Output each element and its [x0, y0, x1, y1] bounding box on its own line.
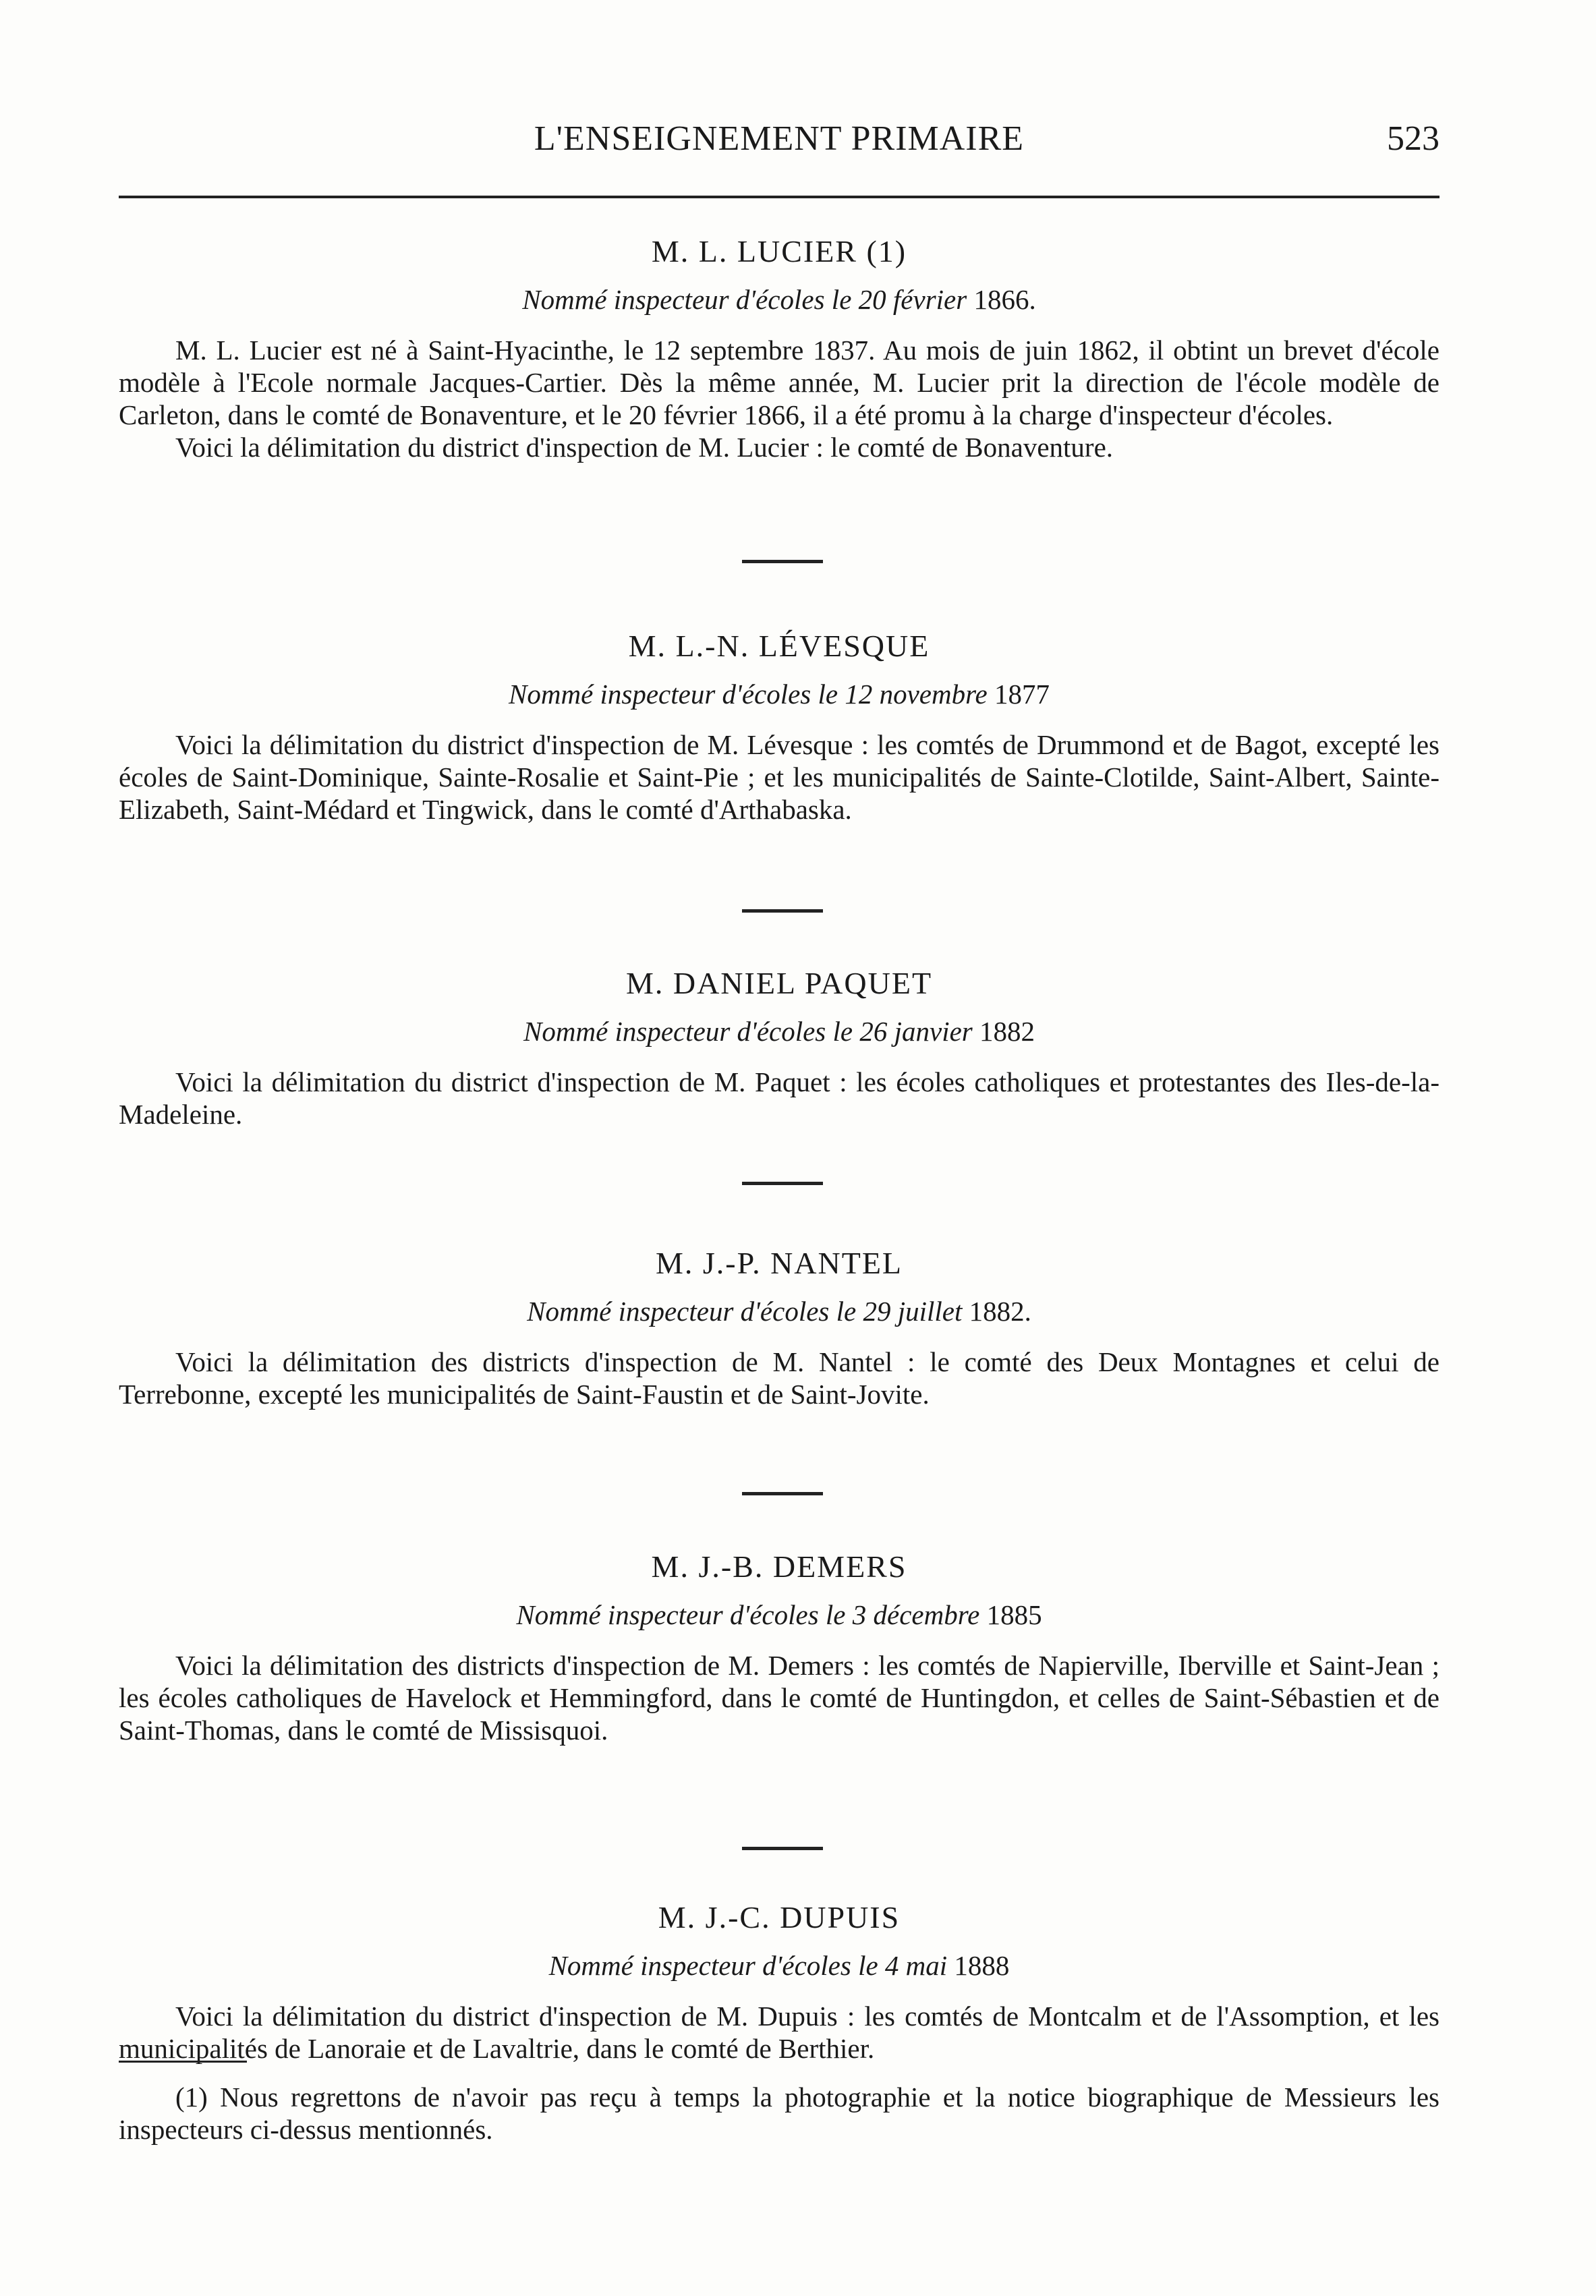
entry-body [119, 2000, 1440, 2065]
entry-body [119, 1649, 1440, 1746]
entry-paquet [119, 965, 1440, 1130]
section-separator [742, 1182, 823, 1185]
entry-name: M. L. LUCIER (1) [651, 234, 907, 268]
appointment-year: 1866. [967, 284, 1036, 315]
appointment-month: juillet [897, 1296, 963, 1327]
entry-name: M. J.-B. DEMERS [651, 1549, 907, 1584]
appointment-prefix: Nommé inspecteur d'écoles le 20 [522, 284, 893, 315]
appointment-prefix: Nommé inspecteur d'écoles le 29 [527, 1296, 898, 1327]
entry-body [119, 1066, 1440, 1130]
entry-name: M. J.-C. DUPUIS [658, 1900, 901, 1934]
appointment-month: mai [905, 1950, 948, 1981]
paragraph: Voici la délimitation du district d'inspection de M. Paquet : les écoles catholiques et protestantes des Iles-de-la-Madeleine. [119, 1066, 1440, 1130]
entry-name: M. L.-N. LÉVESQUE [628, 629, 930, 663]
appointment-year: 1882 [972, 1016, 1035, 1047]
footnote: (1) Nous regrettons de n'avoir pas reçu à temps la photographie et la notice biographique de Messieurs les inspecteurs ci-dessus mentionnés. [119, 2082, 1440, 2145]
section-separator [742, 1492, 823, 1495]
entry-appointment [119, 283, 1440, 316]
appointment-prefix: Nommé inspecteur d'écoles le 4 [548, 1950, 906, 1981]
entry-demers [119, 1548, 1440, 1746]
entry-body [119, 1346, 1440, 1410]
entry-body [119, 334, 1440, 463]
footnote-rule [119, 2061, 247, 2063]
appointment-prefix: Nommé inspecteur d'écoles le 3 [516, 1599, 874, 1630]
appointment-prefix: Nommé inspecteur d'écoles le 12 [509, 679, 880, 710]
running-title: L'ENSEIGNEMENT PRIMAIRE [534, 119, 1025, 158]
entry-appointment [119, 1014, 1440, 1048]
entry-appointment [119, 1598, 1440, 1632]
section-separator [742, 1847, 823, 1850]
paragraph: M. L. Lucier est né à Saint-Hyacinthe, le 12 septembre 1837. Au mois de juin 1862, il obtint un brevet d'école modèle à l'Ecole normale Jacques-Cartier. Dès la même année, M. Lucier prit la direction de l'école modèle de Carleton, dans le comté de Bonaventure, et le 20 février 1866, il a été promu à la charge d'inspecteur d'écoles. [119, 335, 1440, 430]
entry-name: M. J.-P. NANTEL [655, 1246, 903, 1280]
paragraph: Voici la délimitation des districts d'inspection de M. Nantel : le comté des Deux Montagnes et celui de Terrebonne, excepté les municipalités de Saint-Faustin et de Saint-Jovite. [119, 1346, 1440, 1410]
entry-dupuis [119, 1899, 1440, 2065]
header-rule [119, 196, 1440, 198]
appointment-prefix: Nommé inspecteur d'écoles le 26 [523, 1016, 894, 1047]
entry-body [119, 728, 1440, 826]
section-separator [742, 560, 823, 563]
entry-name: M. DANIEL PAQUET [625, 966, 933, 1000]
paragraph: Voici la délimitation des districts d'inspection de M. Demers : les comtés de Napierville, Iberville et Saint-Jean ; les écoles catholiques de Havelock et Hemmingford, dans le comté de Huntingdon, et celles de Saint-Sébastien et de Saint-Thomas, dans le comté de Missisquoi. [119, 1650, 1440, 1746]
paragraph: Voici la délimitation du district d'inspection de M. Lévesque : les comtés de Drummond et de Bagot, excepté les écoles de Saint-Dominique, Sainte-Rosalie et Saint-Pie ; et les municipalités de Sainte-Clotilde, Saint-Albert, Sainte-Elizabeth, Saint-Médard et Tingwick, dans le comté d'Arthabaska. [119, 729, 1440, 825]
entry-levesque [119, 627, 1440, 826]
entry-lucier [119, 233, 1440, 463]
running-head [119, 119, 1440, 166]
page-number: 523 [1387, 119, 1440, 158]
appointment-year: 1877 [987, 679, 1050, 710]
entry-nantel [119, 1244, 1440, 1410]
paragraph: Voici la délimitation du district d'inspection de M. Dupuis : les comtés de Montcalm et de l'Assomption, et les municipalités de Lanoraie et de Lavaltrie, dans le comté de Berthier. [119, 2001, 1440, 2064]
appointment-month: février [892, 284, 967, 315]
appointment-year: 1885 [979, 1599, 1042, 1630]
appointment-month: décembre [873, 1599, 980, 1630]
appointment-year: 1882. [962, 1296, 1031, 1327]
entry-appointment [119, 1949, 1440, 1982]
section-separator [742, 909, 823, 913]
paragraph: Voici la délimitation du district d'inspection de M. Lucier : le comté de Bonaventure. [175, 432, 1114, 463]
appointment-month: novembre [879, 679, 988, 710]
entry-appointment [119, 1294, 1440, 1328]
appointment-year: 1888 [947, 1950, 1010, 1981]
entry-appointment [119, 677, 1440, 711]
appointment-month: janvier [894, 1016, 973, 1047]
